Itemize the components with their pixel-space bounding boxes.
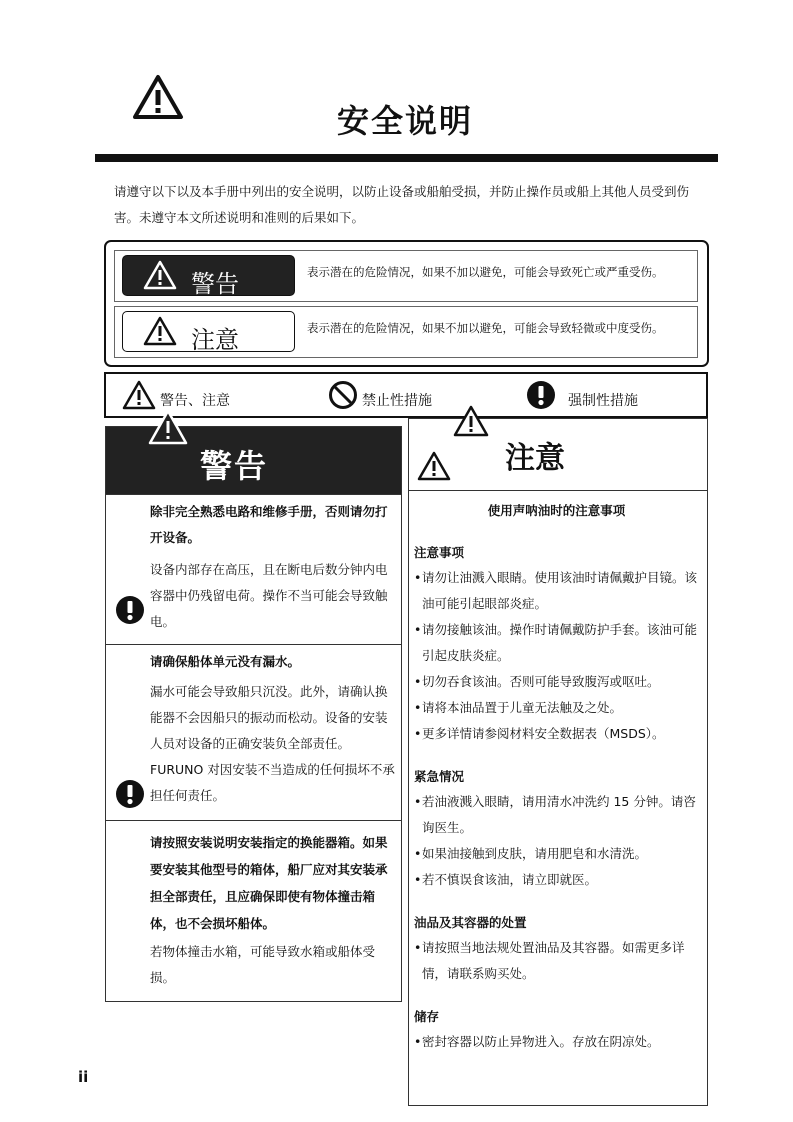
list-item: • 请勿让油溅入眼睛。使用该油时请佩戴护目镜。该油可能引起眼部炎症。 (414, 565, 699, 617)
signal-word-legend (104, 240, 709, 367)
caution-subtitle: 使用声呐油时的注意事项 (487, 503, 626, 518)
warning-panel (105, 426, 402, 1002)
caution-list-precautions (414, 565, 699, 747)
warning-section-2-text: 漏水可能会导致船只沉没。此外，请确认换能器不会因船只的振动而松动。设备的安装人员对设备的正确安装负全部责任。FURUNO 对因安装不当造成的任何损坏不承担任何责任。 (150, 684, 395, 803)
list-item: • 更多详情请参阅材料安全数据表（MSDS）。 (414, 721, 699, 747)
mandatory-action-icon (115, 595, 145, 625)
list-item: • 请勿接触该油。操作时请佩戴防护手套。该油可能引起皮肤炎症。 (414, 617, 699, 669)
caution-panel (408, 418, 708, 1106)
list-item: • 若油液溅入眼睛，请用清水冲洗约 15 分钟。请咨询医生。 (414, 789, 699, 841)
caution-section-heading: 油品及其容器的处置 (414, 915, 527, 930)
warning-triangle-icon (122, 380, 156, 410)
warning-section-2-heading: 请确保船体单元没有漏水。 (150, 654, 301, 669)
symbol-legend-bar (104, 372, 708, 418)
caution-signal-label (122, 311, 295, 352)
list-item: • 如果油接触到皮肤，请用肥皂和水清洗。 (414, 841, 699, 867)
caution-triangle-icon (417, 451, 451, 481)
warning-section-1-text: 设备内部存在高压，且在断电后数分钟内电容器中仍残留电荷。操作不当可能会导致触电。 (150, 562, 388, 629)
caution-panel-header (409, 419, 707, 491)
list-item: • 密封容器以防止异物进入。存放在阴凉处。 (414, 1029, 699, 1055)
caution-signal-description: 表示潜在的危险情况，如果不加以避免，可能会导致轻微或中度受伤。 (307, 321, 664, 335)
legend-row-caution (114, 306, 698, 358)
page-title: 安全说明 (336, 102, 473, 140)
caution-panel-title: 注意 (505, 441, 565, 476)
warning-signal-description: 表示潜在的危险情况，如果不加以避免，可能会导致死亡或严重受伤。 (307, 265, 664, 279)
caution-signal-word: 注意 (191, 326, 239, 354)
mandatory-action-icon (115, 779, 145, 809)
caution-section-heading: 注意事项 (414, 545, 465, 560)
title-rule (95, 154, 718, 162)
symbol-prohibition (328, 380, 432, 410)
intro-paragraph: 请遵守以下以及本手册中列出的安全说明，以防止设备或船舶受损，并防止操作员或船上其他人员受到伤害。未遵守本文所述说明和准则的后果如下。 (114, 184, 690, 225)
warning-triangle-icon (143, 260, 177, 290)
list-item: • 请将本油品置于儿童无法触及之处。 (414, 695, 699, 721)
warning-signal-word: 警告 (191, 270, 239, 298)
warning-panel-header (106, 427, 401, 494)
list-item: • 若不慎误食该油，请立即就医。 (414, 867, 699, 893)
prohibition-icon (328, 380, 358, 410)
header-warning-icon (132, 74, 184, 120)
mandatory-action-icon (526, 380, 556, 410)
caution-list-disposal (414, 935, 699, 987)
warning-section-3 (106, 820, 401, 1001)
warning-signal-label (122, 255, 295, 296)
warning-section-3-heading: 请按照安装说明安装指定的换能器箱。如果要安装其他型号的箱体，船厂应对其安装承担全部责任，且应确保即使有物体撞击箱体，也不会损坏船体。 (150, 835, 388, 931)
caution-panel-body (414, 491, 699, 1055)
list-item: • 切勿吞食该油。否则可能导致腹泻或呕吐。 (414, 669, 699, 695)
symbol-warning-caution-label: 警告、注意 (160, 393, 230, 409)
page-number: ii (78, 1068, 89, 1086)
caution-triangle-icon (453, 405, 489, 437)
legend-row-warning (114, 250, 698, 302)
caution-section-heading: 储存 (414, 1009, 440, 1024)
symbol-mandatory (526, 380, 638, 410)
warning-section-3-text: 若物体撞击水箱，可能导致水箱或船体受损。 (150, 944, 376, 985)
list-item: • 请按照当地法规处置油品及其容器。如需更多详情，请联系购买处。 (414, 935, 699, 987)
symbol-prohibition-label: 禁止性措施 (362, 393, 432, 409)
warning-section-2 (106, 644, 401, 821)
symbol-mandatory-label: 强制性措施 (568, 393, 638, 409)
symbol-warning-caution (122, 380, 230, 410)
caution-list-storage (414, 1029, 699, 1055)
warning-panel-title: 警告 (200, 447, 269, 485)
warning-section-1-heading: 除非完全熟悉电路和维修手册，否则请勿打开设备。 (150, 504, 388, 545)
caution-list-emergency (414, 789, 699, 893)
caution-triangle-icon (143, 316, 177, 346)
caution-section-heading: 紧急情况 (414, 769, 465, 784)
warning-triangle-icon (148, 409, 188, 445)
warning-section-1 (106, 494, 401, 645)
